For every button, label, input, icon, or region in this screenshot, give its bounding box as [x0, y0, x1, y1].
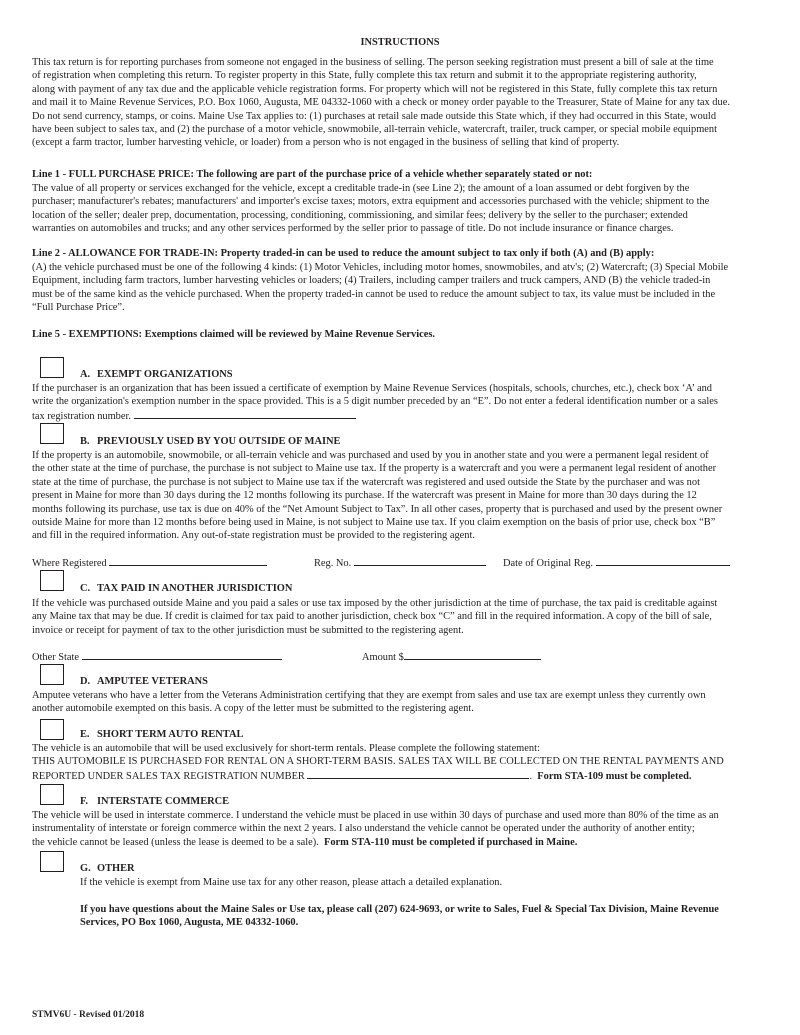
exemption-g-paragraph: [80, 876, 502, 889]
exemption-title: AMPUTEE VETERANS: [97, 676, 208, 687]
exemption-e-heading: [80, 729, 243, 740]
text-line: If the purchaser is an organization that has been issued a certificate of exemption by Maine Revenue Services (hospitals, schools, churches, etc.), check box ‘A’ and: [32, 383, 712, 394]
text-line: have been subject to sales tax, and (2) the purchase of a motor vehicle, snowmobile, all-terrain vehicle, watercraft, trailer, truck camper, or special mobile equipment: [32, 123, 717, 135]
text-line: present in Maine for more than 30 days during the 12 months following its purchase. If the watercraft was present in Maine for more than 30 days during the 12: [32, 490, 697, 502]
text-line: Services, PO Box 1060, Augusta, ME 04332-1060.: [80, 917, 299, 929]
text-line: If the vehicle was purchased outside Maine and you paid a sales or use tax imposed by the other jurisdiction at the time of purchase, the tax paid is creditable against: [32, 598, 718, 609]
contact-info: [80, 903, 719, 930]
other-state-label: Other State: [32, 652, 80, 663]
where-registered-row: [32, 556, 267, 569]
text-line: another automobile exempted on this basis. A copy of the letter must be submitted to the registering agent.: [32, 703, 474, 715]
text-line: invoice or receipt for payment of tax to the other jurisdiction must be submitted to the registering agent.: [32, 624, 464, 636]
intro-paragraph: [32, 56, 730, 150]
exemption-b-heading: [80, 436, 340, 447]
reg-no-field[interactable]: [354, 556, 486, 566]
exemption-title: OTHER: [97, 863, 135, 874]
text-line: along with payment of any tax due and the applicable vehicle registration forms. For property which will not be registered in this State, fully complete this tax return: [32, 83, 718, 95]
exemption-f-paragraph: [32, 809, 719, 849]
form-sta110-note: Form STA-110 must be completed if purchased in Maine.: [323, 836, 578, 848]
line5-heading: Line 5 - EXEMPTIONS: Exemptions claimed will be reviewed by Maine Revenue Services.: [32, 329, 435, 340]
text-line: If you have questions about the Maine Sales or Use tax, please call (207) 624-9693, or write to Sales, Fuel & Special Tax Division, Maine Revenue: [80, 904, 719, 915]
exemption-title: SHORT TERM AUTO RENTAL: [97, 729, 244, 740]
text-line: and mail it to Maine Revenue Services, P.O. Box 1060, Augusta, ME 04332-1060 with a check or money order payable to the Treasurer, State of Maine for any tax due.: [32, 97, 730, 109]
reg-no-row: [314, 556, 486, 569]
text-line: The value of all property or services exchanged for the vehicle, except a creditable trade-in (see Line 2); the amount of a loan assumed or debt forgiven by the: [32, 183, 690, 194]
text-line: the other state at the time of purchase, the purchase is not subject to Maine use tax. If the property is a watercraft and you were a permanent legal resident of another: [32, 463, 717, 475]
line1-paragraph: [32, 182, 709, 236]
where-registered-field[interactable]: [109, 556, 267, 566]
form-revision-footer: STMV6U - Revised 01/2018: [32, 1010, 145, 1020]
text-line: The vehicle is an automobile that will be used exclusively for short-term rentals. Please complete the following statement:: [32, 743, 540, 754]
text-line: Equipment, including farm tractors, lumber harvesting vehicles or loaders; (4) Trailers, including camper trailers and truck campers, AND (B) the vehicle traded-in: [32, 275, 711, 287]
amount-field[interactable]: [404, 650, 541, 660]
page-title: INSTRUCTIONS: [360, 37, 440, 48]
where-registered-label: Where Registered: [32, 558, 107, 569]
exemption-letter: C.: [80, 583, 91, 594]
text-line: (A) the vehicle purchased must be one of the following 4 kinds: (1) Motor Vehicles, including motor homes, snowmobiles, and atv's; (2) Watercraft; (3) Special Mobile: [32, 262, 729, 273]
text-line: THIS AUTOMOBILE IS PURCHASED FOR RENTAL ON A SHORT-TERM BASIS. SALES TAX WILL BE COLLECTED ON THE RENTAL PAYMENTS AND: [32, 756, 724, 768]
date-original-reg-label: Date of Original Reg.: [503, 558, 594, 569]
exemption-e-paragraph: [32, 742, 724, 782]
exemption-title: TAX PAID IN ANOTHER JURISDICTION: [97, 583, 293, 594]
exemption-title: INTERSTATE COMMERCE: [97, 796, 230, 807]
text-line: must be of the same kind as the vehicle purchased. When the property traded-in cannot be used to reduce the amount subject to tax, its value must be included in the: [32, 288, 716, 300]
date-original-reg-field[interactable]: [596, 556, 730, 566]
text-line: If the property is an automobile, snowmobile, or all-terrain vehicle and was purchased and used by you in another state and you were a permanent legal resident of: [32, 450, 709, 461]
text-line: write the organization's exemption number in the space provided. This is a 5 digit number preceded by an “E”. Do not enter a federal identification number or a sales: [32, 396, 718, 408]
checkbox-e-short-term-rental[interactable]: [40, 719, 64, 740]
checkbox-b-previously-used[interactable]: [40, 423, 64, 444]
exemption-c-heading: [80, 583, 292, 594]
text-line: of registration when completing this return. To register property in this State, fully complete this tax return and submit it to the appropriate registering authority,: [32, 70, 697, 82]
exemption-letter: B.: [80, 436, 90, 447]
line2-heading: Line 2 - ALLOWANCE FOR TRADE-IN: Property traded-in can be used to reduce the amount subject to tax only if both (A) and (B) apply:: [32, 248, 655, 259]
exemption-letter: F.: [80, 796, 88, 807]
checkbox-d-amputee-veterans[interactable]: [40, 664, 64, 685]
form-sta109-note: Form STA-109 must be completed.: [537, 770, 692, 782]
exemption-letter: D.: [80, 676, 91, 687]
text-line: any Maine tax that may be due. If credit is claimed for tax paid to another jurisdiction, check box “C” and fill in the required information. A copy of the bill of sale,: [32, 611, 712, 623]
text-line: purchaser; manufacturer's rebates; manufacturers' and importer's excise taxes; motors, extra equipment and accessories purchased with the vehicle; shipment to the: [32, 196, 710, 208]
exemption-e-last-line: REPORTED UNDER SALES TAX REGISTRATION NUMBER: [32, 770, 305, 782]
text-line: and fill in the required information. Any out-of-state registration must be provided to the registering agent.: [32, 530, 475, 542]
exemption-f-last-line: the vehicle cannot be leased (unless the lease is deemed to be a sale).: [32, 836, 319, 848]
exemption-a-lines: [32, 382, 718, 409]
reg-no-label: Reg. No.: [314, 558, 352, 569]
amount-label: Amount $: [362, 652, 404, 663]
exemption-title: PREVIOUSLY USED BY YOU OUTSIDE OF MAINE: [97, 436, 341, 447]
exemption-a-paragraph: [32, 382, 718, 422]
exemption-d-paragraph: [32, 689, 706, 716]
text-line: This tax return is for reporting purchases from someone not engaged in the business of selling. The person seeking registration must present a bill of sale at the time: [32, 57, 714, 68]
exemption-letter: A.: [80, 369, 91, 380]
text-line: location of the seller; dealer prep, documentation, processing, conditioning, commissioning, and similar fees; delivery by the seller to the purchaser; extended: [32, 209, 688, 221]
period: .: [529, 770, 533, 782]
line1-heading: Line 1 - FULL PURCHASE PRICE: The following are part of the purchase price of a vehicle whether separately stated or not:: [32, 169, 593, 180]
text-line: (except a farm tractor, lumber harvesting vehicle, or loader) from a person who is not engaged in the business of selling that kind of property.: [32, 137, 620, 149]
exemption-g-heading: [80, 863, 135, 874]
exemption-letter: G.: [80, 863, 91, 874]
other-state-row: [32, 650, 282, 663]
text-line: Do not send currency, stamps, or coins. Maine Use Tax applies to: (1) purchases at retail sale made outside this State which, if they had occurred in this State, would: [32, 110, 717, 122]
exemption-f-heading: [80, 796, 229, 807]
text-line: If the vehicle is exempt from Maine use tax for any other reason, please attach a detailed explanation.: [80, 877, 503, 888]
text-line: warranties on automobiles and trucks; and any other services performed by the seller prior to passage of title. Do not include insurance or finance charges.: [32, 223, 674, 235]
text-line: Amputee veterans who have a letter from the Veterans Administration certifying that they are exempt from sales and use tax are exempt unless they currently own: [32, 690, 706, 701]
exemption-letter: E.: [80, 729, 90, 740]
checkbox-f-interstate-commerce[interactable]: [40, 784, 64, 805]
exemption-number-field[interactable]: [134, 409, 356, 419]
exemption-c-paragraph: [32, 597, 717, 637]
line2-paragraph: [32, 261, 728, 315]
checkbox-a-exempt-organizations[interactable]: [40, 357, 64, 378]
exemption-title: EXEMPT ORGANIZATIONS: [97, 369, 233, 380]
exemption-e-lines: [32, 742, 724, 769]
exemption-b-paragraph: [32, 449, 722, 543]
exemption-a-heading: [80, 369, 233, 380]
other-state-field[interactable]: [82, 650, 282, 660]
exemption-d-heading: [80, 676, 208, 687]
text-line: months following its purchase, use tax is due on 40% of the “Net Amount Subject to Tax”. In all other cases, property that is purchased and used by the present owner: [32, 503, 723, 515]
text-line: “Full Purchase Price”.: [32, 302, 125, 314]
text-line: The vehicle will be used in interstate commerce. I understand the vehicle must be placed in use within 30 days of purchase and used more than 80% of the time as an: [32, 810, 719, 821]
exemption-a-last-line: tax registration number.: [32, 410, 131, 422]
exemption-f-lines: [32, 809, 719, 836]
text-line: state at the time of purchase, the purchase is not subject to Maine use tax if the watercraft was registered and used outside the State by the purchaser and was not: [32, 476, 700, 488]
sales-tax-registration-number-field[interactable]: [307, 769, 529, 779]
text-line: outside Maine for more than 12 months before being used in Maine, is not subject to Maine use tax. If you claim exemption on the basis of prior use, check box “B”: [32, 516, 716, 528]
checkbox-g-other[interactable]: [40, 851, 64, 872]
checkbox-c-tax-paid[interactable]: [40, 570, 64, 591]
date-original-reg-row: [503, 556, 730, 569]
amount-row: [362, 650, 541, 663]
text-line: instrumentality of interstate or foreign commerce within the next 2 years. I also understand the vehicle cannot be operated under the authority of another entity;: [32, 823, 695, 835]
